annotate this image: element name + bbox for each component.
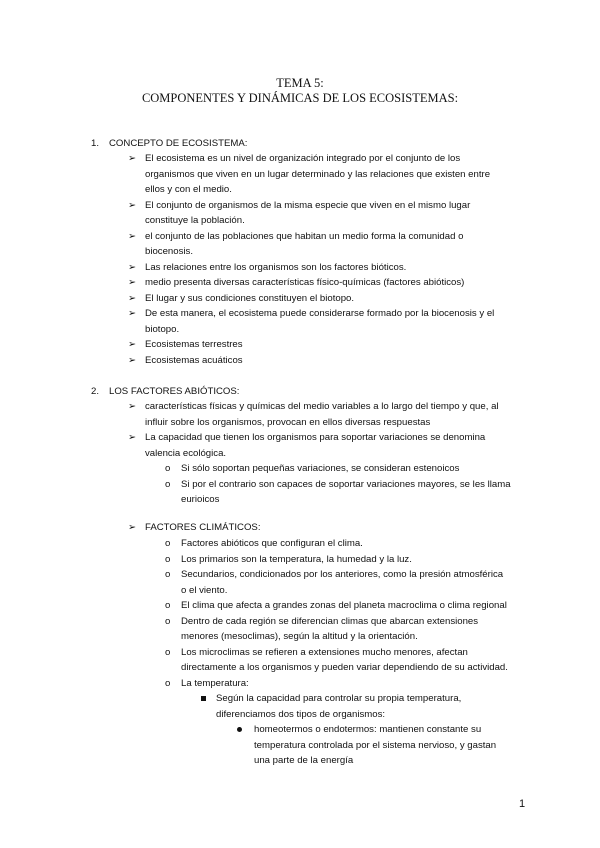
list-item-text: constituye la población.: [145, 215, 245, 226]
list-item-text: El lugar y sus condiciones constituyen el biotopo.: [145, 292, 355, 304]
square-bullet-icon: [201, 696, 206, 701]
circle-bullet-icon: o: [165, 463, 171, 474]
list-item-text: características físicas y químicas del medio variables a lo largo del tiempo y que, al: [145, 401, 499, 412]
arrow-bullet-icon: ➢: [128, 292, 137, 304]
list-item-text: El clima que afecta a grandes zonas del planeta macroclima o clima regional: [181, 600, 507, 611]
arrow-bullet-icon: ➢: [128, 432, 137, 443]
list-item-text: directamente a los organismos y pueden variar dependiendo de su actividad.: [181, 662, 508, 673]
section-heading: LOS FACTORES ABIÓTICOS:: [109, 386, 240, 397]
circle-bullet-icon: o: [165, 553, 171, 565]
list-item-text: Si sólo soportan pequeñas variaciones, se consideran estenoicos: [181, 463, 460, 474]
circle-bullet-icon: o: [165, 569, 171, 580]
arrow-bullet-icon: ➢: [128, 521, 137, 533]
circle-bullet-icon: o: [165, 478, 171, 490]
list-item-text: La temperatura:: [181, 677, 249, 689]
arrow-bullet-icon: ➢: [128, 277, 137, 288]
arrow-bullet-icon: ➢: [128, 308, 137, 319]
list-item-text: Las relaciones entre los organismos son los factores bióticos.: [145, 261, 407, 273]
list-item-text: Ecosistemas acuáticos: [145, 354, 243, 366]
list-item-text: De esta manera, el ecosistema puede considerarse formado por la biocenosis y el: [145, 308, 495, 319]
dot-bullet-icon: [237, 727, 242, 732]
list-item-text: temperatura controlada por el sistema nervioso, y gastan: [254, 739, 497, 751]
list-item-text: Dentro de cada región se diferencian climas que abarcan extensiones: [181, 615, 479, 627]
section-heading: CONCEPTO DE ECOSISTEMA:: [109, 138, 248, 149]
list-item-text: homeotermos o endotermos: mantienen constante su: [254, 724, 482, 735]
title-line-2: COMPONENTES Y DINÁMICAS DE LOS ECOSISTEMAS:: [141, 91, 459, 105]
list-item-text: influir sobre los organismos, provocan en ellos diversas respuestas: [145, 416, 431, 428]
list-item-text: Ecosistemas terrestres: [145, 339, 243, 350]
circle-bullet-icon: o: [165, 538, 171, 549]
list-item-text: organismos que viven en un lugar determinado y las relaciones que existen entre: [145, 168, 491, 180]
circle-bullet-icon: o: [165, 646, 171, 658]
list-item-text: El ecosistema es un nivel de organización integrado por el conjunto de los: [145, 153, 461, 164]
list-item-text: menores (mesoclimas), según la altitud y la orientación.: [181, 631, 418, 642]
arrow-bullet-icon: ➢: [128, 339, 137, 350]
page-number: 1: [519, 798, 526, 810]
section-number: 1.: [91, 138, 100, 149]
arrow-bullet-icon: ➢: [128, 261, 137, 273]
circle-bullet-icon: o: [165, 615, 171, 627]
list-item-text: Según la capacidad para controlar su propia temperatura,: [216, 693, 462, 704]
list-item-text: Si por el contrario son capaces de soportar variaciones mayores, se les llama: [181, 478, 511, 490]
list-item-text: valencia ecológica.: [145, 447, 227, 459]
list-item-text: o el viento.: [181, 584, 228, 596]
list-item-text: una parte de la energía: [254, 755, 354, 766]
arrow-bullet-icon: ➢: [128, 354, 137, 366]
list-item-text: El conjunto de organismos de la misma especie que viven en el mismo lugar: [145, 199, 471, 211]
list-item-text: eurioicos: [181, 494, 220, 505]
list-item-text: Secundarios, condicionados por los anteriores, como la presión atmosférica: [181, 569, 504, 580]
arrow-bullet-icon: ➢: [128, 401, 137, 412]
section-number: 2.: [91, 386, 100, 397]
subsection-heading: FACTORES CLIMÁTICOS:: [145, 521, 261, 533]
list-item-text: La capacidad que tienen los organismos para soportar variaciones se denomina: [145, 432, 486, 443]
arrow-bullet-icon: ➢: [128, 153, 137, 164]
list-item-text: diferenciamos dos tipos de organismos:: [216, 708, 386, 720]
circle-bullet-icon: o: [165, 677, 171, 689]
list-item-text: el conjunto de las poblaciones que habitan un medio forma la comunidad o: [145, 230, 464, 242]
list-item-text: biotopo.: [145, 323, 180, 335]
arrow-bullet-icon: ➢: [128, 230, 137, 242]
title-line-1: TEMA 5:: [276, 76, 324, 90]
circle-bullet-icon: o: [165, 600, 171, 611]
list-item-text: medio presenta diversas características físico-químicas (factores abióticos): [145, 277, 465, 288]
list-item-text: ellos y con el medio.: [145, 184, 232, 195]
list-item-text: Los microclimas se refieren a extensiones mucho menores, afectan: [181, 646, 468, 658]
list-item-text: Los primarios son la temperatura, la humedad y la luz.: [181, 553, 412, 565]
list-item-text: biocenosis.: [145, 246, 193, 257]
arrow-bullet-icon: ➢: [128, 199, 137, 211]
list-item-text: Factores abióticos que configuran el clima.: [181, 538, 363, 549]
